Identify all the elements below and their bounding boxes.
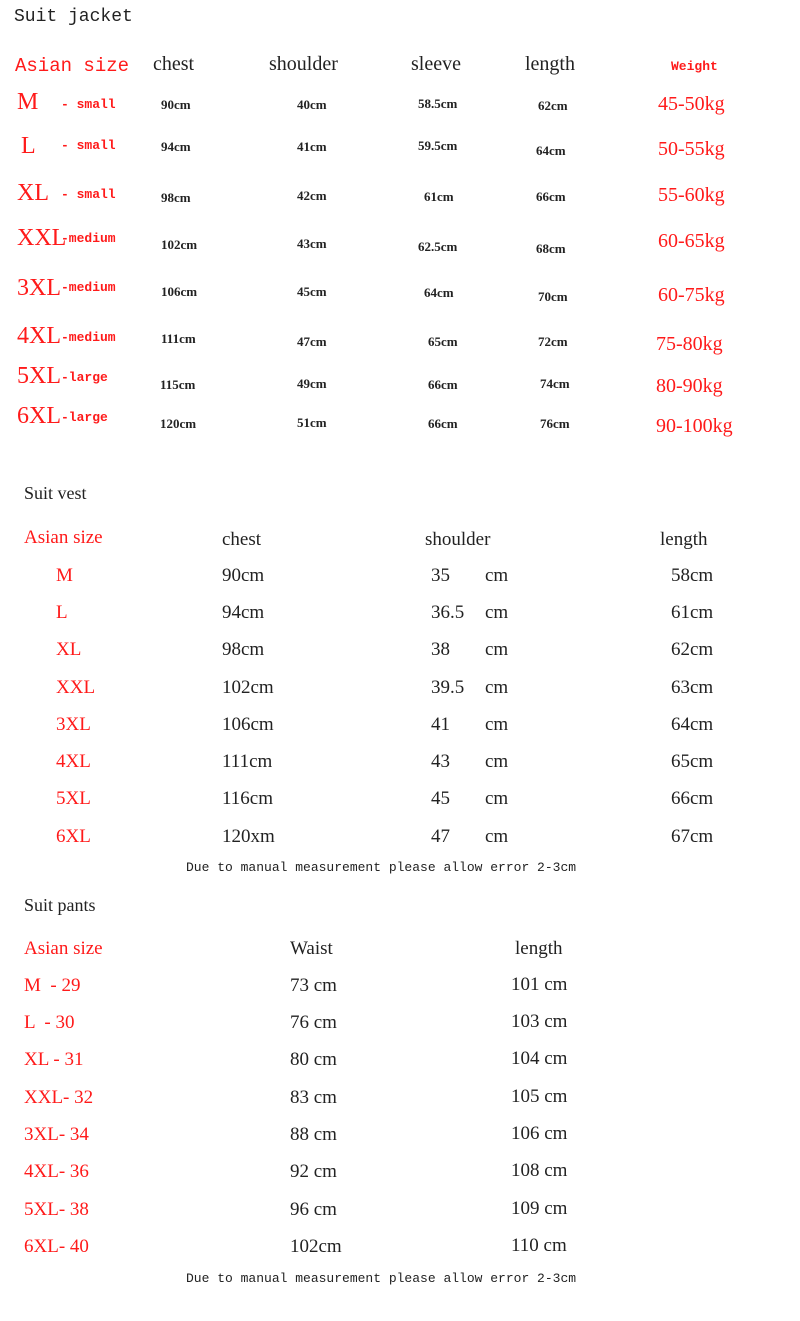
shoulder-value: 49cm <box>297 376 327 391</box>
chest-value: 120cm <box>160 416 197 431</box>
length-value: 101 cm <box>511 974 568 995</box>
sleeve-value: 64cm <box>424 285 454 300</box>
size-label: L <box>56 602 68 623</box>
chest-value: 106cm <box>222 714 274 735</box>
weight-value: 50-55kg <box>658 138 725 160</box>
weight-value: 90-100kg <box>656 415 733 437</box>
size-label: 6XL <box>17 403 61 429</box>
chest-value: 120xm <box>222 826 275 847</box>
size-label: XL <box>56 639 82 660</box>
length-value: 62cm <box>538 98 568 113</box>
header-shoulder: shoulder <box>269 53 338 75</box>
length-value: 76cm <box>540 416 570 431</box>
fit-label: - small <box>61 187 116 202</box>
shoulder-value: 43 <box>431 751 450 772</box>
shoulder-value: 40cm <box>297 97 327 112</box>
length-value: 64cm <box>536 143 566 158</box>
shoulder-value: 43cm <box>297 236 327 251</box>
fit-label: -medium <box>61 280 116 295</box>
size-label: M <box>56 565 73 586</box>
shoulder-value: 47 <box>431 826 450 847</box>
weight-value: 80-90kg <box>656 375 723 397</box>
size-label: XXL <box>56 677 96 698</box>
sleeve-value: 66cm <box>428 377 458 392</box>
shoulder-unit: cm <box>485 602 509 623</box>
shoulder-value: 39.5 <box>431 677 465 698</box>
fit-label: -medium <box>61 330 116 345</box>
shoulder-unit: cm <box>485 639 509 660</box>
length-value: 109 cm <box>511 1198 568 1219</box>
size-label: 6XL- 40 <box>24 1236 89 1257</box>
header-length: length <box>515 938 563 959</box>
chest-value: 111cm <box>222 751 273 772</box>
weight-value: 60-65kg <box>658 230 725 252</box>
size-label: 3XL- 34 <box>24 1124 89 1145</box>
shoulder-unit: cm <box>485 826 509 847</box>
length-value: 103 cm <box>511 1011 568 1032</box>
weight-value: 75-80kg <box>656 333 723 355</box>
shoulder-value: 45cm <box>297 284 327 299</box>
section-title-pants: Suit pants <box>24 895 96 915</box>
fit-label: - small <box>61 138 116 153</box>
header-shoulder: shoulder <box>425 529 491 550</box>
chest-value: 102cm <box>161 237 198 252</box>
shoulder-unit: cm <box>485 751 509 772</box>
sleeve-value: 66cm <box>428 416 458 431</box>
sleeve-value: 62.5cm <box>418 239 458 254</box>
size-label: 5XL <box>17 363 61 389</box>
length-value: 106 cm <box>511 1123 568 1144</box>
waist-value: 76 cm <box>290 1012 337 1033</box>
waist-value: 80 cm <box>290 1049 337 1070</box>
size-label: XXL- 32 <box>24 1087 94 1108</box>
chest-value: 111cm <box>161 331 196 346</box>
section-title-jacket: Suit jacket <box>14 7 133 27</box>
chest-value: 90cm <box>161 97 191 112</box>
length-value: 68cm <box>536 241 566 256</box>
chest-value: 98cm <box>222 639 265 660</box>
length-value: 66cm <box>536 189 566 204</box>
chest-value: 106cm <box>161 284 198 299</box>
length-value: 110 cm <box>511 1235 567 1256</box>
length-value: 74cm <box>540 376 570 391</box>
length-value: 61cm <box>671 602 714 623</box>
length-value: 67cm <box>671 826 714 847</box>
sleeve-value: 61cm <box>424 189 454 204</box>
size-label: 5XL <box>56 788 91 809</box>
shoulder-value: 38 <box>431 639 450 660</box>
header-waist: Waist <box>290 938 333 959</box>
size-label: M - 29 <box>24 975 81 996</box>
waist-value: 92 cm <box>290 1161 337 1182</box>
header-length: length <box>525 53 575 75</box>
shoulder-value: 51cm <box>297 415 327 430</box>
shoulder-unit: cm <box>485 714 509 735</box>
size-label: L - 30 <box>24 1012 75 1033</box>
chest-value: 94cm <box>161 139 191 154</box>
fit-label: -large <box>61 370 108 385</box>
length-value: 70cm <box>538 289 568 304</box>
section-title-vest: Suit vest <box>24 483 87 503</box>
shoulder-value: 41cm <box>297 139 327 154</box>
header-asian-size: Asian size <box>24 527 103 548</box>
size-label: L <box>21 133 36 159</box>
weight-value: 55-60kg <box>658 184 725 206</box>
size-label: 5XL- 38 <box>24 1199 89 1220</box>
chest-value: 98cm <box>161 190 191 205</box>
fit-label: - small <box>61 97 116 112</box>
chest-value: 116cm <box>222 788 274 809</box>
fit-label: -large <box>61 410 108 425</box>
weight-value: 60-75kg <box>658 284 725 306</box>
sleeve-value: 65cm <box>428 334 458 349</box>
length-value: 62cm <box>671 639 714 660</box>
header-chest: chest <box>222 529 262 550</box>
length-value: 104 cm <box>511 1048 568 1069</box>
shoulder-value: 45 <box>431 788 450 809</box>
weight-value: 45-50kg <box>658 93 725 115</box>
length-value: 105 cm <box>511 1086 568 1107</box>
size-label: 4XL- 36 <box>24 1161 89 1182</box>
size-label: 3XL <box>56 714 91 735</box>
length-value: 72cm <box>538 334 568 349</box>
header-asian-size: Asian size <box>24 938 103 959</box>
size-label: M <box>17 89 39 115</box>
header-sleeve: sleeve <box>411 53 461 75</box>
size-label: XL <box>17 180 49 206</box>
header-length: length <box>660 529 708 550</box>
sleeve-value: 58.5cm <box>418 96 458 111</box>
shoulder-value: 41 <box>431 714 450 735</box>
fit-label: -medium <box>61 231 116 246</box>
length-value: 63cm <box>671 677 714 698</box>
waist-value: 102cm <box>290 1236 342 1257</box>
header-weight: Weight <box>671 59 718 74</box>
size-label: 4XL <box>17 323 61 349</box>
measurement-note: Due to manual measurement please allow error 2-3cm <box>186 1271 577 1286</box>
chest-value: 94cm <box>222 602 265 623</box>
size-label: XL - 31 <box>24 1049 84 1070</box>
shoulder-value: 47cm <box>297 334 327 349</box>
waist-value: 96 cm <box>290 1199 337 1220</box>
chest-value: 102cm <box>222 677 274 698</box>
waist-value: 88 cm <box>290 1124 337 1145</box>
chest-value: 90cm <box>222 565 265 586</box>
length-value: 65cm <box>671 751 714 772</box>
measurement-note: Due to manual measurement please allow error 2-3cm <box>186 860 577 875</box>
shoulder-value: 42cm <box>297 188 327 203</box>
waist-value: 83 cm <box>290 1087 337 1108</box>
header-asian-size: Asian size <box>15 55 130 77</box>
length-value: 108 cm <box>511 1160 568 1181</box>
shoulder-value: 35 <box>431 565 450 586</box>
shoulder-unit: cm <box>485 565 509 586</box>
waist-value: 73 cm <box>290 975 337 996</box>
length-value: 64cm <box>671 714 714 735</box>
shoulder-unit: cm <box>485 788 509 809</box>
chest-value: 115cm <box>160 377 196 392</box>
length-value: 58cm <box>671 565 714 586</box>
size-label: 3XL <box>17 275 61 301</box>
size-label: 6XL <box>56 826 91 847</box>
length-value: 66cm <box>671 788 714 809</box>
shoulder-value: 36.5 <box>431 602 465 623</box>
header-chest: chest <box>153 53 195 75</box>
sleeve-value: 59.5cm <box>418 138 458 153</box>
shoulder-unit: cm <box>485 677 509 698</box>
size-label: XXL <box>17 225 67 251</box>
size-label: 4XL <box>56 751 91 772</box>
